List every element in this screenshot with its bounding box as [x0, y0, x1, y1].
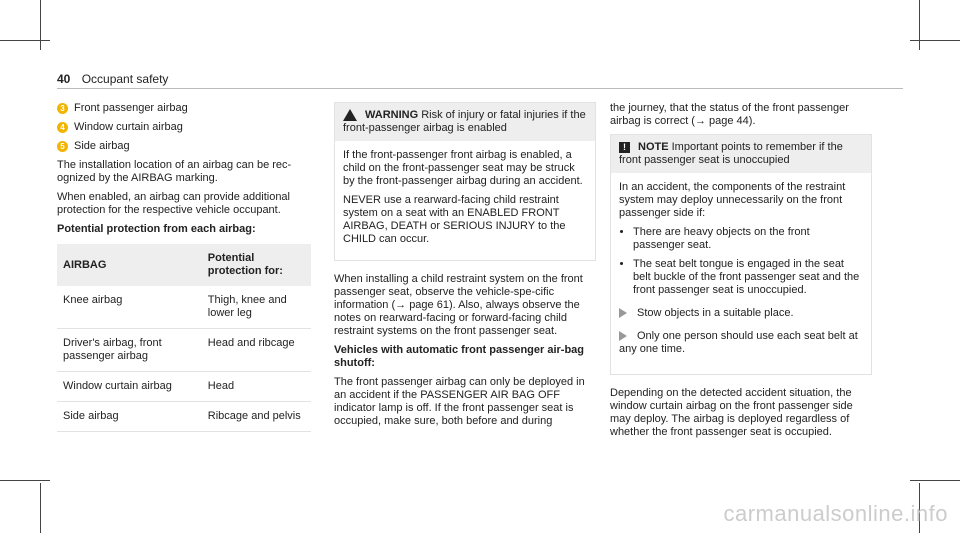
list-item: 3 Front passenger airbag	[57, 102, 319, 115]
note-title: Important points to remember if the front passenger seat is unoccupied	[619, 141, 843, 166]
paragraph: When installing a child restraint system on the front passenger seat, observe the vehicle-spe-cific information (→ page 61). Also, always observe the notes on rearward-facing or forward-facing child restraint systems on the front passenger seat.	[334, 273, 583, 337]
paragraph: In an accident, the components of the restraint system may deploy unnecessarily on the front passenger side if:	[619, 181, 846, 219]
warning-box	[334, 102, 596, 261]
paragraph: Depending on the detected accident situation, the window curtain airbag on the front passenger side may deploy. The airbag is deployed regardless of whether the front passenger seat is occupied.	[610, 387, 853, 438]
paragraph: If the front-passenger front airbag is enabled, a child on the front-passenger seat may be struck by the front-passenger airbag during an accident.	[343, 149, 583, 187]
page-header	[57, 72, 168, 86]
instruction-step: Stow objects in a suitable place.	[619, 307, 863, 320]
instruction-step: Only one person should use each seat belt at any one time.	[619, 330, 858, 355]
note-label: NOTE	[638, 141, 669, 153]
paragraph: The installation location of an airbag can be rec-ognized by the AIRBAG marking.	[57, 159, 292, 184]
table-header: Potential protection for:	[202, 244, 311, 286]
list-item: • The seat belt tongue is engaged in the seat belt buckle of the front passenger seat and the front passenger seat is unoccupied.	[633, 258, 863, 297]
table-header: AIRBAG	[57, 244, 202, 286]
page-number: 40	[57, 72, 71, 86]
callout-number: 4	[57, 122, 68, 133]
callout-number: 3	[57, 103, 68, 114]
arrow-icon	[619, 308, 627, 318]
section-title: Occupant safety	[81, 72, 169, 86]
note-icon: !	[619, 142, 630, 153]
arrow-icon	[619, 331, 627, 341]
paragraph: When enabled, an airbag can provide additional protection for the respective vehicle occupant.	[57, 191, 290, 216]
airbag-table	[57, 244, 311, 432]
warning-icon	[343, 109, 357, 121]
bullet-list	[619, 226, 863, 297]
table-row: Driver's airbag, front passenger airbag Head and ribcage	[57, 329, 311, 372]
warning-title: Risk of injury or fatal injuries if the front-passenger airbag is enabled	[343, 109, 586, 134]
table-row: Window curtain airbag Head	[57, 372, 311, 402]
column-1	[57, 102, 319, 432]
column-3	[610, 102, 872, 445]
section-heading: Potential protection from each airbag:	[57, 223, 256, 235]
paragraph: The front passenger airbag can only be deployed in an accident if the PASSENGER AIR BAG OFF indicator lamp is off. If the front passenger seat is occupied, make sure, both before and during	[334, 376, 585, 427]
section-heading: Vehicles with automatic front passenger air-bag shutoff:	[334, 344, 585, 369]
list-item: 5 Side airbag	[57, 140, 319, 153]
column-2	[334, 102, 596, 434]
watermark: carmanualsonline.info	[723, 501, 948, 526]
paragraph: the journey, that the status of the front passenger airbag is correct (→ page 44).	[610, 102, 849, 127]
list-item: • There are heavy objects on the front passenger seat.	[633, 226, 863, 252]
warning-label: WARNING	[365, 109, 419, 121]
callout-number: 5	[57, 141, 68, 152]
list-item: 4 Window curtain airbag	[57, 121, 319, 134]
table-row: Knee airbag Thigh, knee and lower leg	[57, 286, 311, 329]
header-divider	[57, 88, 903, 89]
note-box	[610, 134, 872, 375]
paragraph: NEVER use a rearward-facing child restraint system on a seat with an ENABLED FRONT AIRBAG, DEATH or SERIOUS INJURY to the CHILD can occur.	[343, 194, 566, 245]
table-row: Side airbag Ribcage and pelvis	[57, 402, 311, 432]
